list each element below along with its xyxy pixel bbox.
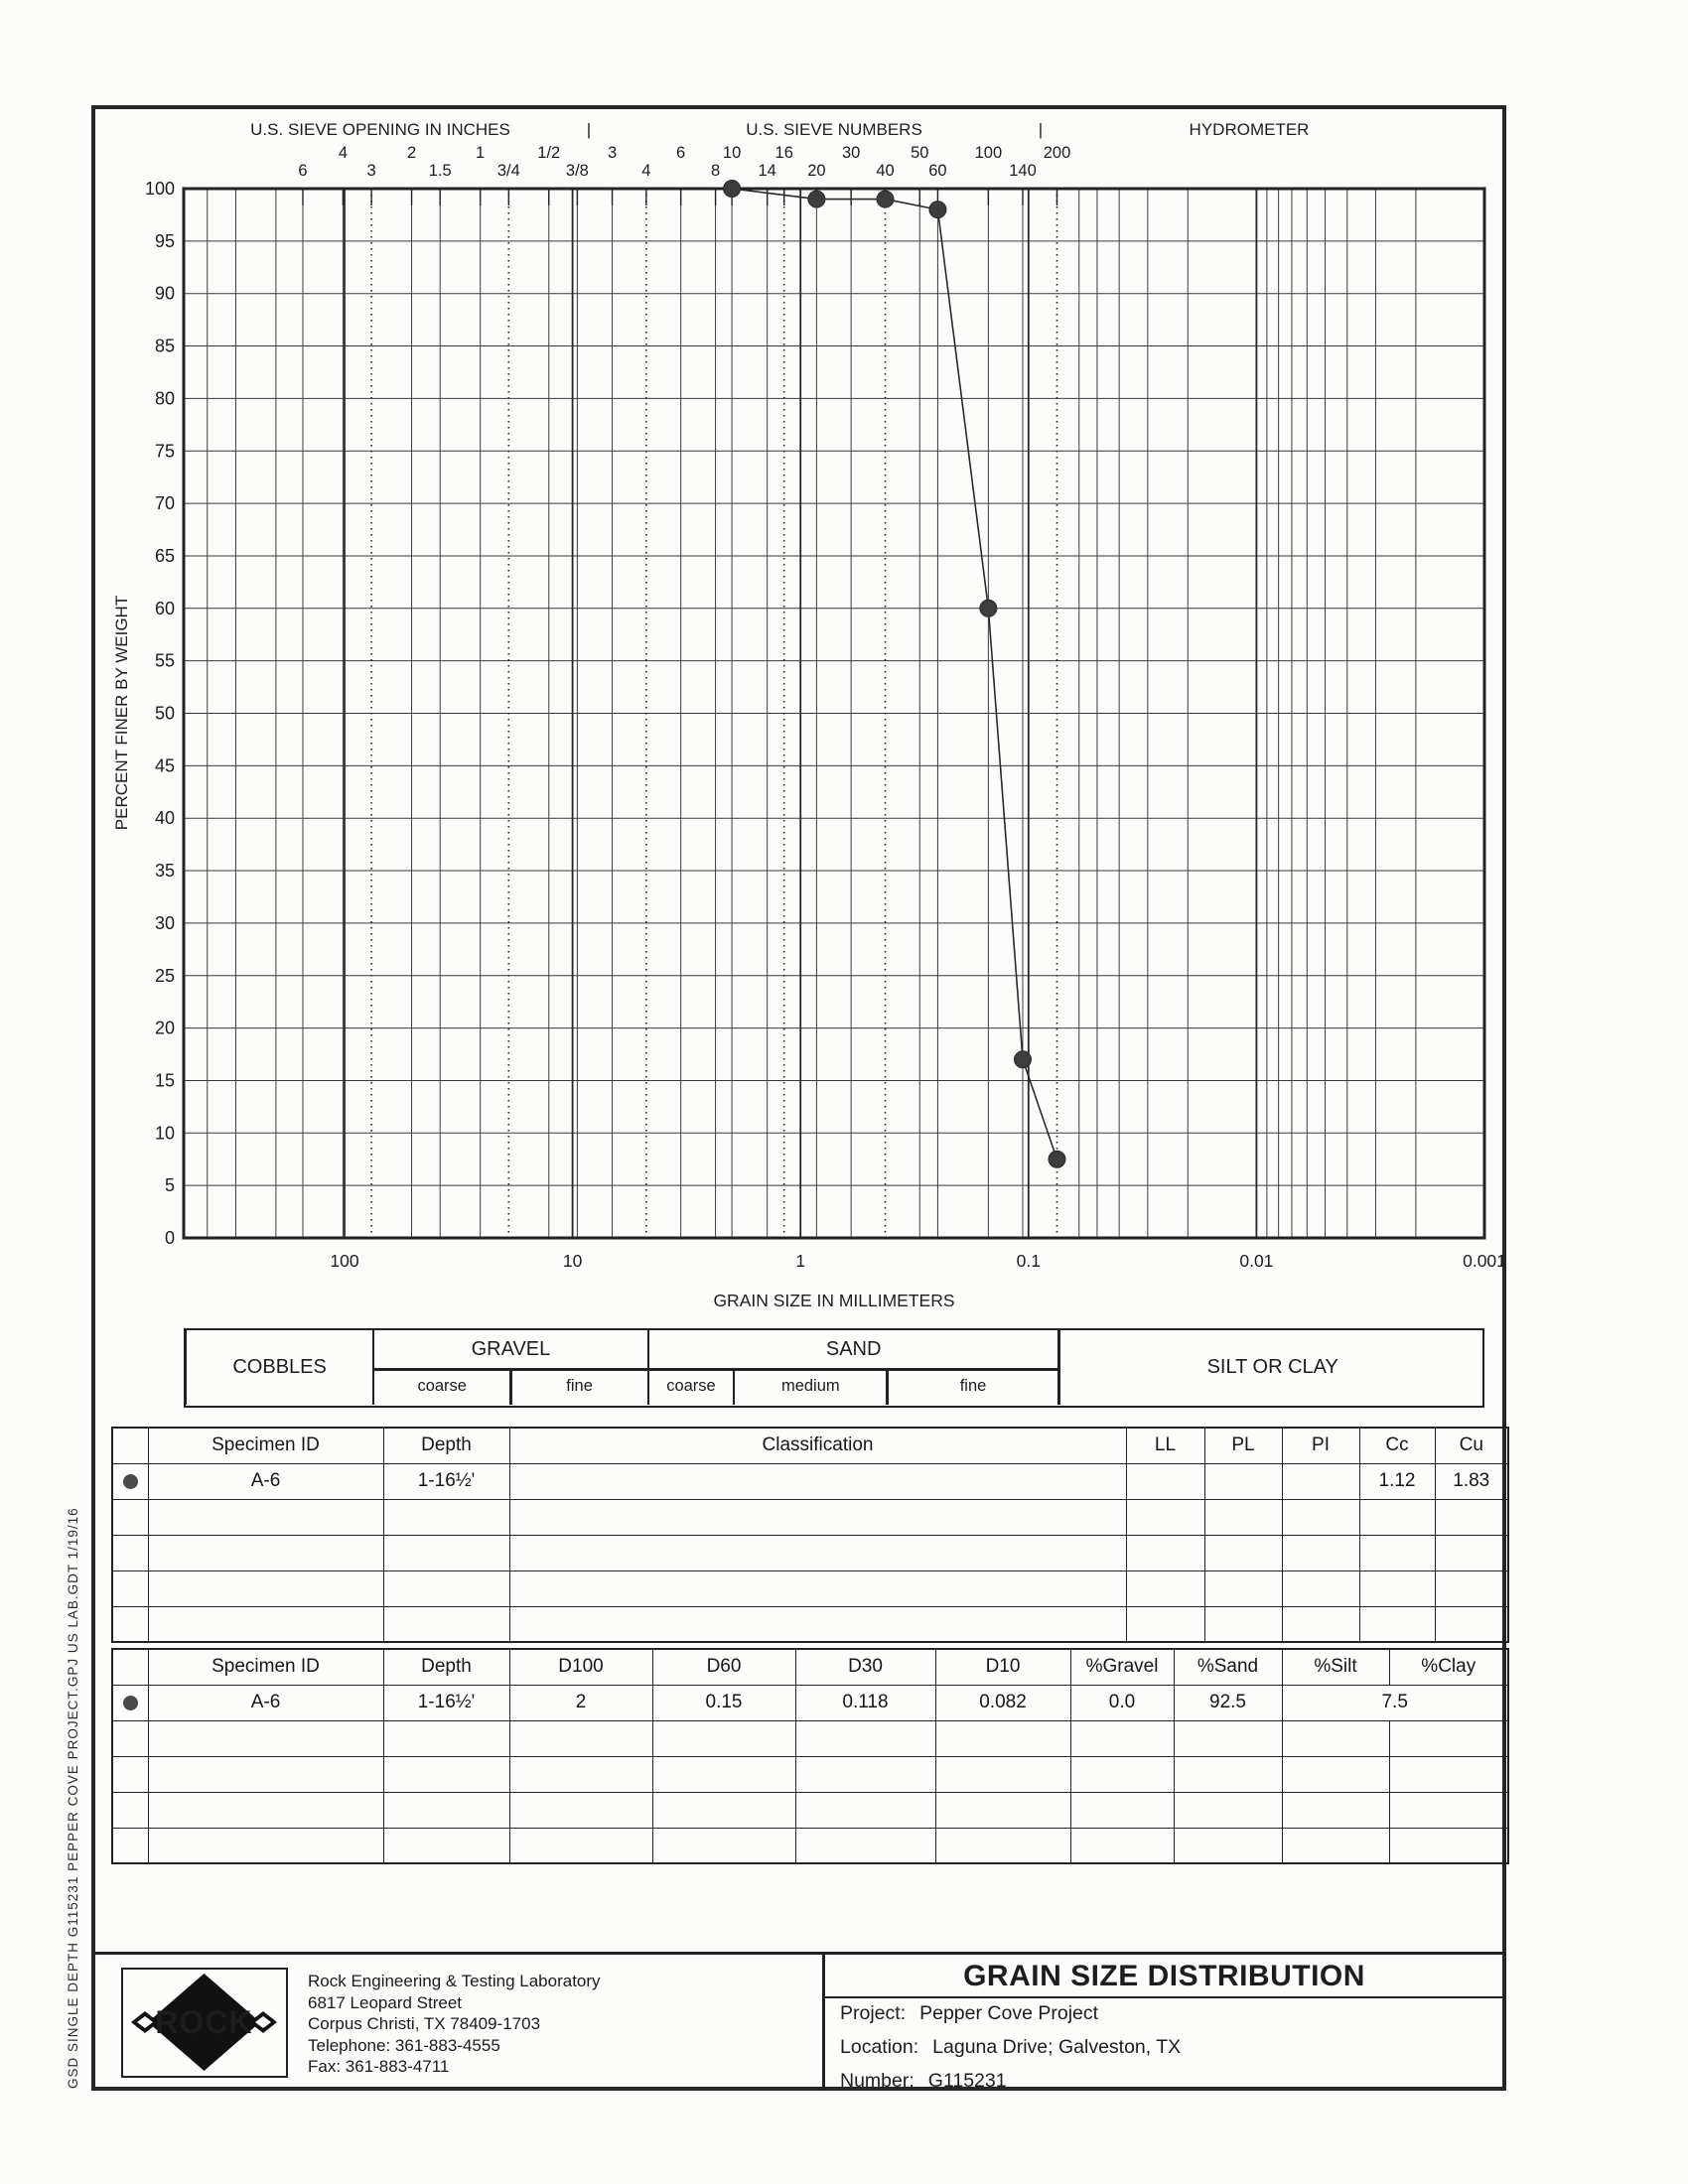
y-tick-label: 55 <box>154 650 175 671</box>
table-cell-empty <box>1389 1828 1508 1863</box>
table-cell-empty <box>1282 1828 1389 1863</box>
classification-sub-medium: medium <box>780 1377 840 1395</box>
sieve-size-label: 140 <box>1009 162 1037 180</box>
location-line <box>840 2036 1181 2059</box>
table-cell-empty <box>1282 1570 1359 1606</box>
table-cell-empty <box>383 1792 509 1828</box>
table-cell-empty <box>1282 1720 1389 1756</box>
table-cell-empty <box>1435 1499 1508 1535</box>
table-cell-empty <box>383 1570 509 1606</box>
table-cell-empty <box>383 1828 509 1863</box>
column-header: %Silt <box>1282 1649 1389 1685</box>
axis-section-header: HYDROMETER <box>1189 120 1310 139</box>
table-cell: 2 <box>509 1685 652 1720</box>
x-tick-label: 0.01 <box>1239 1251 1274 1271</box>
table-cell-empty <box>652 1756 795 1792</box>
file-stamp-vertical-text: GSD SINGLE DEPTH G115231 PEPPER COVE PROJECT.GPJ US LAB.GDT 1/19/16 <box>66 1507 80 2089</box>
table-cell-empty <box>509 1606 1126 1642</box>
table-cell-empty <box>1359 1535 1435 1570</box>
table-cell: 1-16½' <box>383 1463 509 1499</box>
classification-sub-fine: fine <box>959 1377 987 1395</box>
sieve-size-label: 4 <box>338 144 349 162</box>
y-tick-label: 90 <box>154 283 175 304</box>
column-header: %Gravel <box>1070 1649 1174 1685</box>
column-header: %Clay <box>1389 1649 1508 1685</box>
table-cell: 0.118 <box>795 1685 935 1720</box>
data-point-marker <box>980 600 997 616</box>
sieve-size-label: 3 <box>366 162 376 180</box>
classification-divider <box>509 1368 512 1405</box>
column-header: Cu <box>1435 1428 1508 1463</box>
table-cell-empty <box>795 1720 935 1756</box>
axis-section-header: U.S. SIEVE NUMBERS <box>746 120 922 139</box>
specimen-marker-dot <box>123 1474 138 1489</box>
sieve-size-label: 3 <box>607 144 618 162</box>
table-cell-empty <box>1174 1756 1282 1792</box>
table-cell: 1.83 <box>1435 1463 1508 1499</box>
classification-divider <box>647 1330 650 1405</box>
marker-column-header <box>112 1649 148 1685</box>
location-value: Laguna Drive; Galveston, TX <box>932 2036 1182 2058</box>
y-tick-label: 15 <box>154 1070 175 1091</box>
table-cell-empty <box>652 1720 795 1756</box>
classification-divider <box>372 1330 375 1405</box>
table-cell: 0.082 <box>935 1685 1070 1720</box>
sieve-size-label: 100 <box>974 144 1003 162</box>
column-header: D60 <box>652 1649 795 1685</box>
row-marker-cell <box>112 1756 148 1792</box>
table-cell-empty <box>1174 1792 1282 1828</box>
x-tick-label: 1 <box>795 1251 806 1271</box>
sieve-size-label: 16 <box>774 144 793 162</box>
sieve-size-label: 3/4 <box>496 162 520 180</box>
number-line <box>840 2070 1181 2093</box>
row-marker-cell <box>112 1685 148 1720</box>
table-cell-empty <box>1282 1606 1359 1642</box>
table-header-row <box>112 1428 1508 1463</box>
y-tick-label: 80 <box>154 388 175 409</box>
table-header-row <box>112 1649 1508 1685</box>
sieve-size-label: 20 <box>807 162 826 180</box>
y-tick-label: 5 <box>164 1175 175 1196</box>
rock-logo-graphic <box>123 1970 285 2075</box>
table-cell-empty <box>509 1756 652 1792</box>
sieve-size-label: 1 <box>476 144 486 162</box>
column-header: Specimen ID <box>148 1649 383 1685</box>
table-cell-empty <box>1070 1828 1174 1863</box>
soil-classification-bar <box>184 1328 1484 1408</box>
table-cell-empty <box>148 1535 383 1570</box>
classification-sub-coarse: coarse <box>417 1377 467 1395</box>
table-row <box>112 1685 1508 1720</box>
table-cell-empty <box>1389 1720 1508 1756</box>
axis-section-header: U.S. SIEVE OPENING IN INCHES <box>250 120 510 139</box>
sieve-size-label: 60 <box>928 162 947 180</box>
column-header: D10 <box>935 1649 1070 1685</box>
table-row-empty <box>112 1499 1508 1535</box>
y-tick-label: 100 <box>144 179 175 199</box>
report-title: GRAIN SIZE DISTRIBUTION <box>825 1957 1503 1998</box>
sieve-size-label: 1/2 <box>537 144 561 162</box>
sieve-size-label: 10 <box>722 144 742 162</box>
table-cell-empty <box>935 1756 1070 1792</box>
table-cell-empty <box>1282 1535 1359 1570</box>
classification-sand: SAND <box>825 1337 882 1360</box>
table-cell-empty <box>935 1792 1070 1828</box>
specimen-marker-dot <box>123 1696 138 1710</box>
sieve-size-label: 1.5 <box>428 162 452 180</box>
table-cell-empty <box>509 1720 652 1756</box>
sieve-size-label: 30 <box>841 144 861 162</box>
number-value: G115231 <box>927 2070 1007 2092</box>
project-info <box>840 2002 1181 2104</box>
classification-results-table <box>111 1427 1509 1643</box>
table-cell-empty <box>795 1792 935 1828</box>
table-cell-empty <box>1359 1570 1435 1606</box>
project-line <box>840 2002 1181 2025</box>
column-header: D30 <box>795 1649 935 1685</box>
table-cell-empty <box>148 1606 383 1642</box>
table-cell-empty <box>509 1570 1126 1606</box>
table-row-empty <box>112 1756 1508 1792</box>
table-cell-empty <box>652 1828 795 1863</box>
table-cell: A-6 <box>148 1463 383 1499</box>
row-marker-cell <box>112 1570 148 1606</box>
table-cell <box>1126 1463 1204 1499</box>
table-cell-empty <box>509 1792 652 1828</box>
table-cell-empty <box>1174 1720 1282 1756</box>
table-cell-empty <box>383 1499 509 1535</box>
table-row <box>112 1463 1508 1499</box>
company-logo <box>121 1968 288 2078</box>
table-cell-empty <box>383 1606 509 1642</box>
table-cell-empty <box>935 1828 1070 1863</box>
table-cell: 1-16½' <box>383 1685 509 1720</box>
table-cell-empty <box>148 1828 383 1863</box>
classification-sub-coarse: coarse <box>666 1377 716 1395</box>
data-point-marker <box>929 202 946 218</box>
table-cell: 7.5 <box>1282 1685 1508 1720</box>
sieve-size-label: 2 <box>406 144 417 162</box>
column-header: Depth <box>383 1649 509 1685</box>
sieve-size-label: 200 <box>1043 144 1071 162</box>
header-separator: | <box>586 120 592 139</box>
y-tick-label: 85 <box>154 336 175 356</box>
table-cell-empty <box>1126 1570 1204 1606</box>
table-cell-empty <box>795 1756 935 1792</box>
table-row-empty <box>112 1828 1508 1863</box>
table-row-empty <box>112 1535 1508 1570</box>
table-cell-empty <box>1204 1570 1282 1606</box>
table-cell-empty <box>148 1756 383 1792</box>
table-row-empty <box>112 1606 1508 1642</box>
x-tick-label: 100 <box>330 1251 359 1271</box>
logo-text: ROCK <box>155 2004 253 2040</box>
column-header: Specimen ID <box>148 1428 383 1463</box>
column-header: PI <box>1282 1428 1359 1463</box>
table-cell-empty <box>1174 1828 1282 1863</box>
table-cell-empty <box>1204 1606 1282 1642</box>
table-cell-empty <box>509 1828 652 1863</box>
sieve-size-label: 14 <box>758 162 776 180</box>
row-marker-cell <box>112 1463 148 1499</box>
column-header: PL <box>1204 1428 1282 1463</box>
company-telephone: Telephone: 361-883-4555 <box>308 2035 500 2055</box>
table-cell: 0.0 <box>1070 1685 1174 1720</box>
table-cell <box>1204 1463 1282 1499</box>
table-cell-empty <box>1435 1535 1508 1570</box>
classification-silt-or-clay: SILT OR CLAY <box>1206 1356 1338 1378</box>
classification-divider <box>886 1368 889 1405</box>
column-header: LL <box>1126 1428 1204 1463</box>
gradation-results-table <box>111 1648 1509 1864</box>
table-cell-empty <box>383 1720 509 1756</box>
title-block <box>95 1952 1506 2092</box>
row-marker-cell <box>112 1792 148 1828</box>
table-cell-empty <box>383 1756 509 1792</box>
table-cell-empty <box>1282 1756 1389 1792</box>
table-row-empty <box>112 1720 1508 1756</box>
table-cell-empty <box>1359 1606 1435 1642</box>
table-cell-empty <box>1204 1499 1282 1535</box>
x-axis-title: GRAIN SIZE IN MILLIMETERS <box>713 1291 955 1310</box>
row-marker-cell <box>112 1828 148 1863</box>
y-tick-label: 40 <box>154 808 175 829</box>
sieve-size-label: 50 <box>911 144 929 162</box>
y-tick-label: 75 <box>154 441 175 462</box>
table-cell-empty <box>383 1535 509 1570</box>
table-cell-empty <box>148 1499 383 1535</box>
table-cell-empty <box>148 1792 383 1828</box>
y-tick-label: 95 <box>154 230 175 251</box>
classification-cobbles: COBBLES <box>232 1356 327 1378</box>
table-cell-empty <box>1070 1720 1174 1756</box>
y-tick-label: 10 <box>154 1123 175 1144</box>
sieve-size-label: 4 <box>641 162 651 180</box>
table-cell-empty <box>509 1535 1126 1570</box>
table-cell-empty <box>1126 1606 1204 1642</box>
y-tick-label: 30 <box>154 912 175 933</box>
y-tick-label: 45 <box>154 755 175 776</box>
y-axis-title: PERCENT FINER BY WEIGHT <box>112 595 131 831</box>
table-cell-empty <box>1389 1756 1508 1792</box>
data-point-marker <box>877 191 894 207</box>
table-cell-empty <box>148 1570 383 1606</box>
sieve-size-label: 3/8 <box>565 162 589 180</box>
table-cell-empty <box>1435 1606 1508 1642</box>
table-cell: 1.12 <box>1359 1463 1435 1499</box>
location-label: Location: <box>840 2036 919 2058</box>
table-row-empty <box>112 1570 1508 1606</box>
column-header: Cc <box>1359 1428 1435 1463</box>
table-cell <box>509 1463 1126 1499</box>
table-cell-empty <box>1126 1499 1204 1535</box>
x-tick-label: 10 <box>562 1251 583 1271</box>
y-tick-label: 70 <box>154 493 175 514</box>
table-cell: A-6 <box>148 1685 383 1720</box>
table-cell-empty <box>1389 1792 1508 1828</box>
y-tick-label: 35 <box>154 861 175 882</box>
column-header: D100 <box>509 1649 652 1685</box>
table-cell-empty <box>795 1828 935 1863</box>
table-cell: 92.5 <box>1174 1685 1282 1720</box>
y-tick-label: 20 <box>154 1018 175 1038</box>
table-cell-empty <box>148 1720 383 1756</box>
project-value: Pepper Cove Project <box>919 2002 1099 2024</box>
marker-column-header <box>112 1428 148 1463</box>
sieve-size-label: 6 <box>298 162 308 180</box>
table-cell: 0.15 <box>652 1685 795 1720</box>
company-fax: Fax: 361-883-4711 <box>308 2057 450 2076</box>
classification-divider <box>733 1368 736 1405</box>
distribution-curve <box>732 189 1056 1160</box>
classification-gravel: GRAVEL <box>471 1337 551 1360</box>
y-tick-label: 65 <box>154 545 175 566</box>
row-marker-cell <box>112 1535 148 1570</box>
table-cell-empty <box>1282 1499 1359 1535</box>
classification-divider <box>185 1330 188 1405</box>
sieve-size-label: 8 <box>710 162 721 180</box>
project-label: Project: <box>840 2002 907 2024</box>
table-cell-empty <box>509 1499 1126 1535</box>
y-tick-label: 0 <box>164 1228 175 1248</box>
data-point-marker <box>1049 1151 1065 1167</box>
table-cell-empty <box>1070 1792 1174 1828</box>
company-name: Rock Engineering & Testing Laboratory <box>308 1972 601 1990</box>
table-cell-empty <box>1070 1756 1174 1792</box>
column-header: Depth <box>383 1428 509 1463</box>
table-cell-empty <box>1282 1792 1389 1828</box>
table-cell-empty <box>1359 1499 1435 1535</box>
row-marker-cell <box>112 1499 148 1535</box>
table-row-empty <box>112 1792 1508 1828</box>
column-header: Classification <box>509 1428 1126 1463</box>
data-point-marker <box>808 191 825 207</box>
y-tick-label: 60 <box>154 598 175 618</box>
grain-size-chart <box>95 109 1509 1315</box>
column-header: %Sand <box>1174 1649 1282 1685</box>
header-separator: | <box>1038 120 1044 139</box>
company-address <box>308 1971 601 2078</box>
table-cell <box>1282 1463 1359 1499</box>
row-marker-cell <box>112 1720 148 1756</box>
table-cell-empty <box>1204 1535 1282 1570</box>
x-tick-label: 0.001 <box>1463 1251 1506 1271</box>
sieve-size-label: 6 <box>676 144 686 162</box>
company-street: 6817 Leopard Street <box>308 1992 463 2012</box>
y-tick-label: 25 <box>154 965 175 986</box>
data-point-marker <box>1014 1051 1031 1068</box>
company-city: Corpus Christi, TX 78409-1703 <box>308 2014 541 2033</box>
number-label: Number: <box>840 2070 914 2092</box>
x-tick-label: 0.1 <box>1016 1251 1041 1271</box>
row-marker-cell <box>112 1606 148 1642</box>
table-cell-empty <box>652 1792 795 1828</box>
data-point-marker <box>724 181 741 198</box>
classification-divider <box>1057 1330 1060 1405</box>
table-cell-empty <box>935 1720 1070 1756</box>
classification-sub-fine: fine <box>566 1377 593 1395</box>
sieve-size-label: 40 <box>876 162 895 180</box>
table-cell-empty <box>1126 1535 1204 1570</box>
table-cell-empty <box>1435 1570 1508 1606</box>
y-tick-label: 50 <box>154 703 175 724</box>
